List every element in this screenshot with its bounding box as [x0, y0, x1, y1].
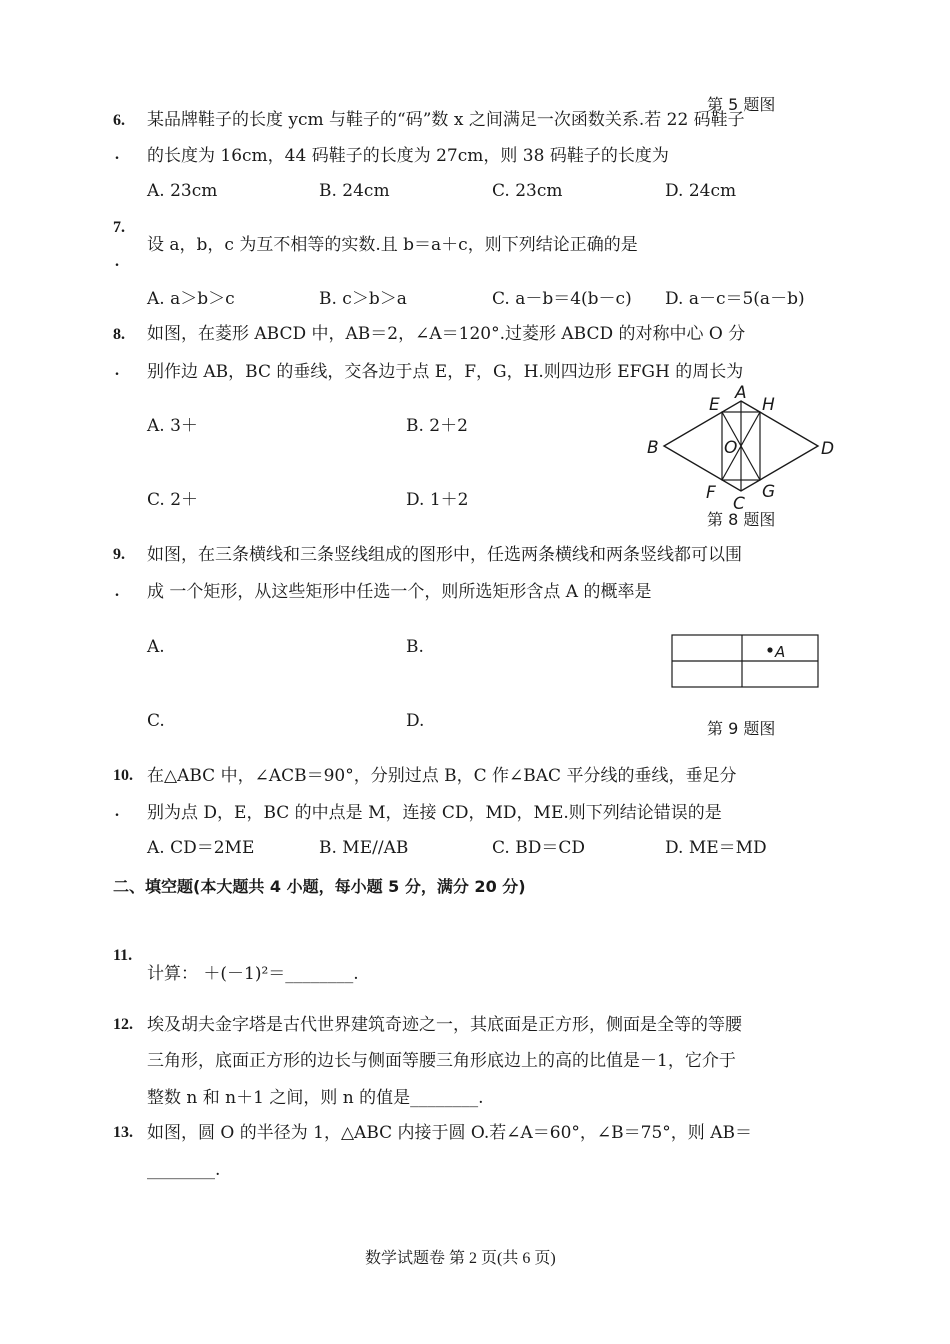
- question-text-line2: 别作边 AB，BC 的垂线，交各边于点 E，F，G，H.则四边形 EFGH 的周长为: [147, 362, 744, 382]
- question-text-line1: 如图，圆 O 的半径为 1，△ABC 内接于圆 O.若∠A＝60°，∠B＝75°，则 AB＝: [147, 1123, 752, 1143]
- question-text-line2: 三角形，底面正方形的边长与侧面等腰三角形底边上的高的比值是－1，它介于: [147, 1051, 736, 1071]
- option-c: C. 2＋: [147, 490, 199, 510]
- question-number-dot: .: [115, 362, 119, 379]
- page-footer: 数学试题卷 第 2 页(共 6 页): [365, 1250, 556, 1267]
- question-number: 7.: [113, 219, 125, 236]
- question-number-dot: .: [115, 253, 119, 270]
- option-a: A. a＞b＞c: [147, 289, 235, 309]
- option-d: D.: [406, 711, 425, 731]
- point-a-label: A: [775, 643, 786, 661]
- rhombus-abcd: [664, 401, 818, 491]
- figure-8-caption: 第 8 题图: [707, 510, 776, 529]
- question-text-line1: 埃及胡夫金字塔是古代世界建筑奇迹之一，其底面是正方形，侧面是全等的等腰: [147, 1015, 742, 1035]
- label-d: D: [821, 439, 835, 459]
- question-number-dot: .: [115, 146, 119, 163]
- question-number: 10.: [113, 767, 133, 784]
- option-d: D. a－c＝5(a－b): [665, 289, 805, 309]
- question-text-line3: 整数 n 和 n＋1 之间，则 n 的值是________.: [147, 1088, 484, 1108]
- question-text-line2: 的长度为 16cm，44 码鞋子的长度为 27cm，则 38 码鞋子的长度为: [147, 146, 669, 166]
- question-text-line1: 设 a，b，c 为互不相等的实数.且 b＝a＋c，则下列结论正确的是: [147, 235, 638, 255]
- label-c: C: [733, 494, 745, 514]
- figure-5-caption: 第 5 题图: [707, 95, 776, 114]
- option-d: D. ME＝MD: [665, 838, 767, 858]
- option-b: B. 2＋2: [406, 416, 468, 436]
- label-h: H: [762, 395, 775, 415]
- option-c: C. a－b＝4(b－c): [492, 289, 632, 309]
- section-2-heading: 二、填空题(本大题共 4 小题，每小题 5 分，满分 20 分): [113, 877, 526, 896]
- label-g: G: [762, 482, 776, 502]
- question-text-line2: ________.: [147, 1160, 221, 1180]
- label-o: O: [724, 438, 738, 458]
- question-text-line2: 别为点 D，E，BC 的中点是 M，连接 CD，MD，ME.则下列结论错误的是: [147, 803, 722, 823]
- diagonal-hf: [722, 412, 760, 480]
- question-number: 12.: [113, 1016, 133, 1033]
- label-e: E: [709, 395, 720, 415]
- question-number-dot: .: [115, 803, 119, 820]
- question-number: 9.: [113, 546, 125, 563]
- diagonal-eg: [722, 412, 760, 480]
- question-number: 8.: [113, 326, 125, 343]
- question-text-line1: 在△ABC 中，∠ACB＝90°，分别过点 B，C 作∠BAC 平分线的垂线，垂足分: [147, 766, 737, 786]
- option-a: A. 23cm: [147, 181, 218, 201]
- question-text-line1: 如图，在菱形 ABCD 中，AB＝2，∠A＝120°.过菱形 ABCD 的对称中心 O 分: [147, 324, 746, 344]
- rectangle-efgh: [722, 412, 760, 480]
- question-text-line1: 某品牌鞋子的长度 ycm 与鞋子的“码”数 x 之间满足一次函数关系.若 22 码鞋子: [147, 110, 745, 130]
- option-a: A.: [147, 637, 165, 657]
- question-number: 11.: [113, 947, 133, 964]
- option-c: C. 23cm: [492, 181, 563, 201]
- option-c: C.: [147, 711, 165, 731]
- question-number: 13.: [113, 1124, 133, 1141]
- option-d: D. 24cm: [665, 181, 737, 201]
- option-b: B. 24cm: [319, 181, 390, 201]
- label-b: B: [647, 438, 659, 458]
- option-a: A. 3＋: [147, 416, 198, 436]
- option-b: B.: [406, 637, 424, 657]
- option-d: D. 1＋2: [406, 490, 469, 510]
- label-f: F: [706, 483, 716, 503]
- question-number: 6.: [113, 112, 125, 129]
- option-b: B. c＞b＞a: [319, 289, 407, 309]
- label-a: A: [735, 383, 747, 403]
- question-text-line1: 如图，在三条横线和三条竖线组成的图形中，任选两条横线和两条竖线都可以围: [147, 545, 742, 565]
- question-text-line1: 计算： ＋(－1)²＝________.: [147, 964, 359, 984]
- option-a: A. CD＝2ME: [147, 838, 255, 858]
- point-a-dot: [767, 647, 772, 652]
- grid-outer: [672, 635, 818, 687]
- question-number-dot: .: [115, 583, 119, 600]
- option-b: B. ME//AB: [319, 838, 409, 858]
- option-c: C. BD＝CD: [492, 838, 585, 858]
- figure-9-caption: 第 9 题图: [707, 719, 776, 738]
- question-text-line2: 成 一个矩形，从这些矩形中任选一个，则所选矩形含点 A 的概率是: [147, 582, 652, 602]
